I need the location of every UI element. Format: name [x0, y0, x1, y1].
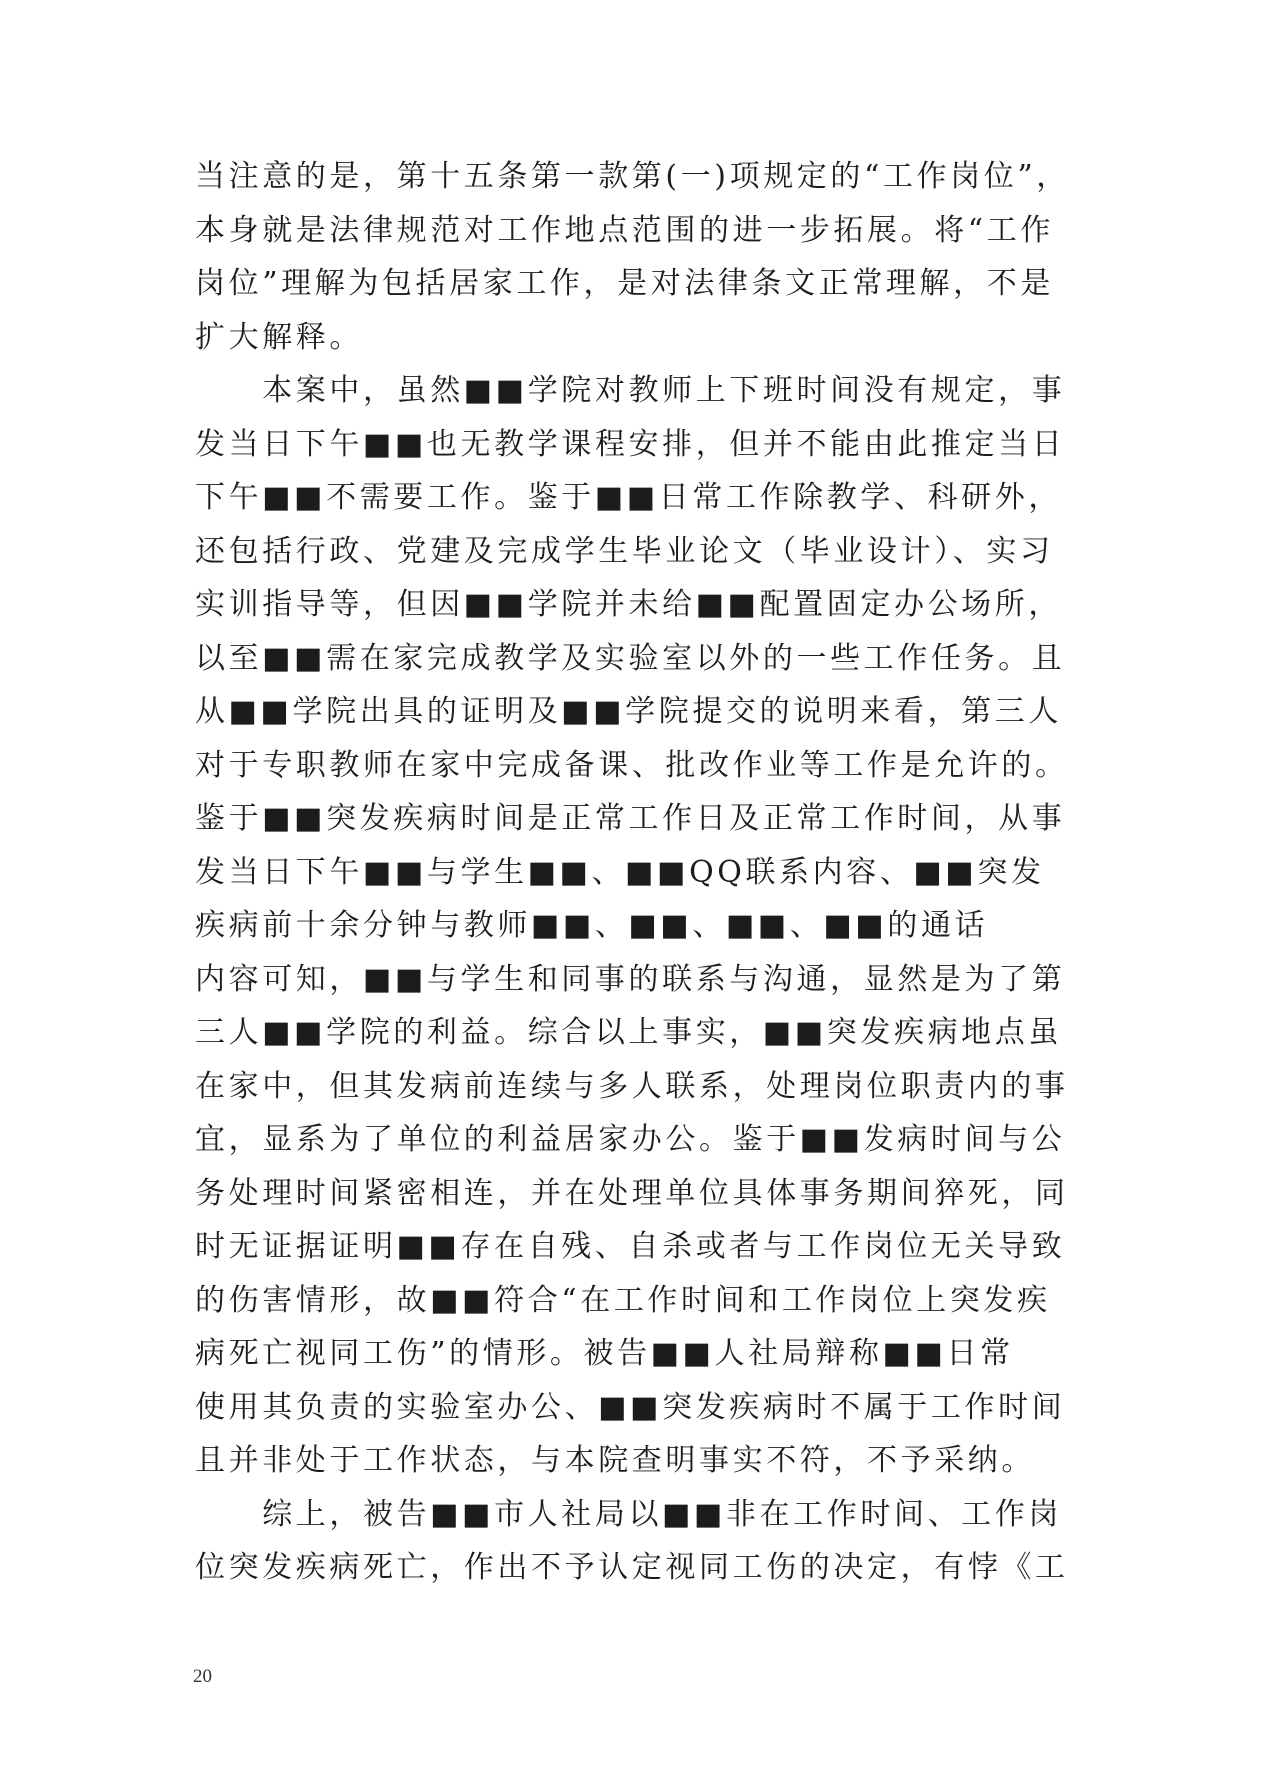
text-line: 宜，显系为了单位的利益居家办公。鉴于■■发病时间与公	[195, 1122, 1066, 1157]
text-line: 从■■学院出具的证明及■■学院提交的说明来看，第三人	[195, 694, 1062, 729]
text-line: 还包括行政、党建及完成学生毕业论文（毕业设计）、实习	[195, 533, 1054, 569]
text-line: 疾病前十余分钟与教师■■、■■、■■、■■的通话	[195, 908, 989, 943]
text-line: 岗位”理解为包括居家工作，是对法律条文正常理解，不是	[195, 266, 1054, 301]
text-line: 当注意的是，第十五条第一款第(一)项规定的“工作岗位”，	[195, 159, 1070, 194]
text-line: 综上，被告■■市人社局以■■非在工作时间、工作岗	[195, 1496, 1062, 1532]
text-line: 位突发疾病死亡，作出不予认定视同工伤的决定，有悖《工	[195, 1550, 1069, 1585]
text-line: 病死亡视同工伤”的情形。被告■■人社局辩称■■日常	[195, 1336, 1014, 1371]
text-line: 使用其负责的实验室办公、■■突发疾病时不属于工作时间	[195, 1389, 1066, 1425]
text-line: 对于专职教师在家中完成备课、批改作业等工作是允许的。	[195, 747, 1069, 783]
text-line: 以至■■需在家完成教学及实验室以外的一些工作任务。且	[195, 640, 1066, 676]
text-line: 本身就是法律规范对工作地点范围的进一步拓展。将“工作	[195, 212, 1054, 248]
text-line: 时无证据证明■■存在自残、自杀或者与工作岗位无关导致	[195, 1229, 1066, 1264]
body-text	[195, 150, 1075, 1595]
text-line: 务处理时间紧密相连，并在处理单位具体事务期间猝死，同	[195, 1175, 1069, 1211]
text-line: 发当日下午■■也无教学课程安排，但并不能由此推定当日	[195, 426, 1066, 462]
page-number: 20	[193, 1666, 212, 1687]
text-line: 且并非处于工作状态，与本院查明事实不符，不予采纳。	[195, 1443, 1035, 1478]
text-line: 本案中，虽然■■学院对教师上下班时间没有规定，事	[195, 373, 1066, 408]
text-line: 的伤害情形，故■■符合“在工作时间和工作岗位上突发疾	[195, 1282, 1051, 1318]
text-line: 实训指导等，但因■■学院并未给■■配置固定办公场所，	[195, 587, 1062, 622]
text-line: 扩大解释。	[195, 319, 363, 355]
text-line: 下午■■不需要工作。鉴于■■日常工作除教学、科研外，	[195, 480, 1062, 515]
text-line: 鉴于■■突发疾病时间是正常工作日及正常工作时间，从事	[195, 801, 1066, 836]
text-line: 发当日下午■■与学生■■、■■QQ联系内容、■■突发	[195, 854, 1045, 890]
text-line: 在家中，但其发病前连续与多人联系，处理岗位职责内的事	[195, 1068, 1069, 1104]
text-line: 三人■■学院的利益。综合以上事实，■■突发疾病地点虽	[195, 1015, 1062, 1050]
text-line: 内容可知，■■与学生和同事的联系与沟通，显然是为了第	[195, 961, 1066, 997]
